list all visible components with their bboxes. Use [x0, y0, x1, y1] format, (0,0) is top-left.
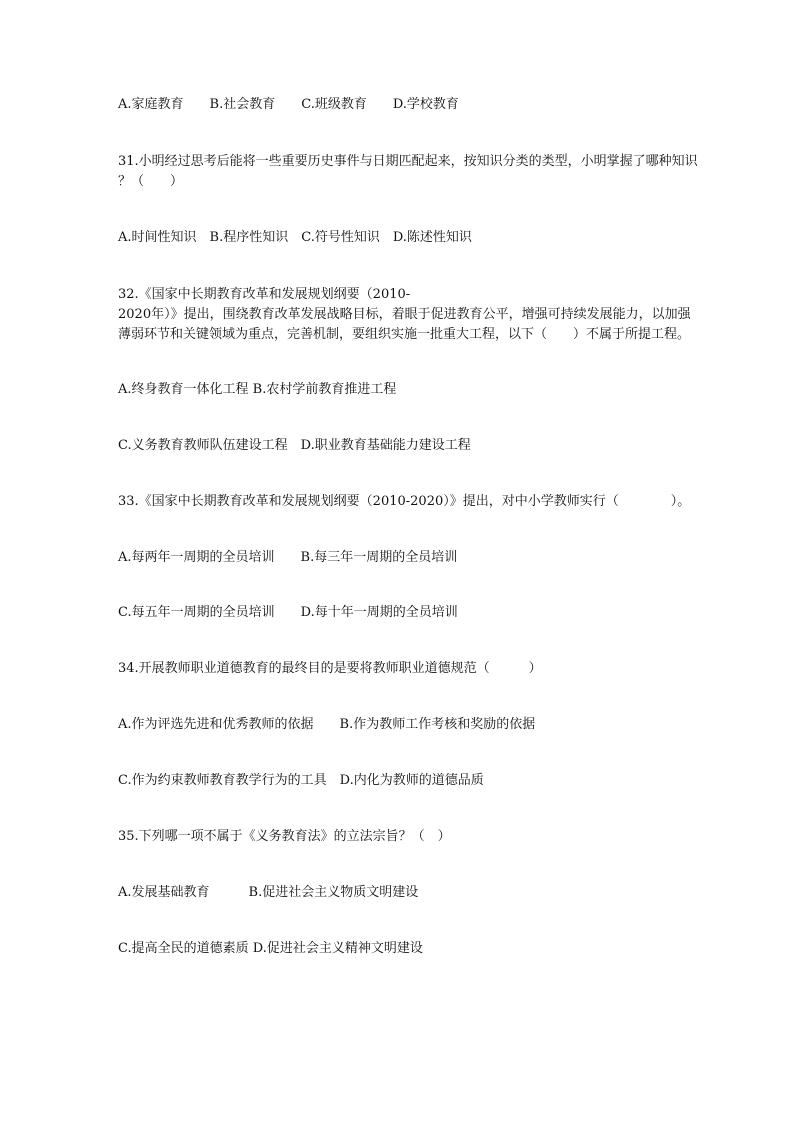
q31-stem-line1: 31.小明经过思考后能将一些重要历史事件与日期匹配起来，按知识分类的类型，小明掌握了哪种知识 — [118, 154, 698, 169]
q32-options-ab: A.终身教育一体化工程 B.农村学前教育推进工程 — [118, 382, 397, 397]
q32-stem-line3: 薄弱环节和关键领域为重点，完善机制，要组织实施一批重大工程，以下（ ）不属于所提工程。 — [118, 327, 691, 342]
q35-options-cd: C.提高全民的道德素质 D.促进社会主义精神文明建设 — [118, 941, 423, 956]
q34-options-cd: C.作为约束教师教育教学行为的工具 D.内化为教师的道德品质 — [118, 773, 484, 788]
q33-options-cd: C.每五年一周期的全员培训 D.每十年一周期的全员培训 — [118, 605, 458, 620]
q32-stem-line2: 2020年）》提出，围绕教育改革发展战略目标，着眼于促进教育公平，增强可持续发展能力，以加强 — [118, 307, 691, 322]
q33-stem: 33.《国家中长期教育改革和发展规划纲要（2010-2020）》提出，对中小学教师实行（ ）。 — [118, 494, 691, 509]
q30-options: A.家庭教育 B.社会教育 C.班级教育 D.学校教育 — [118, 97, 459, 112]
q33-options-ab: A.每两年一周期的全员培训 B.每三年一周期的全员培训 — [118, 550, 458, 565]
q35-options-ab: A.发展基础教育 B.促进社会主义物质文明建设 — [118, 885, 419, 900]
q31-options: A.时间性知识 B.程序性知识 C.符号性知识 D.陈述性知识 — [118, 230, 472, 245]
q32-stem-line1: 32.《国家中长期教育改革和发展规划纲要（2010- — [118, 287, 411, 302]
q35-stem: 35.下列哪一项不属于《义务教育法》的立法宗旨？（ ） — [118, 829, 451, 844]
q34-options-ab: A.作为评选先进和优秀教师的依据 B.作为教师工作考核和奖励的依据 — [118, 717, 536, 732]
q32-options-cd: C.义务教育教师队伍建设工程 D.职业教育基础能力建设工程 — [118, 438, 471, 453]
q32-stem — [118, 285, 748, 345]
q31-stem — [118, 152, 748, 192]
q34-stem: 34.开展教师职业道德教育的最终目的是要将教师职业道德规范（ ） — [118, 661, 542, 676]
q31-stem-line2: ？（ ） — [118, 174, 184, 189]
